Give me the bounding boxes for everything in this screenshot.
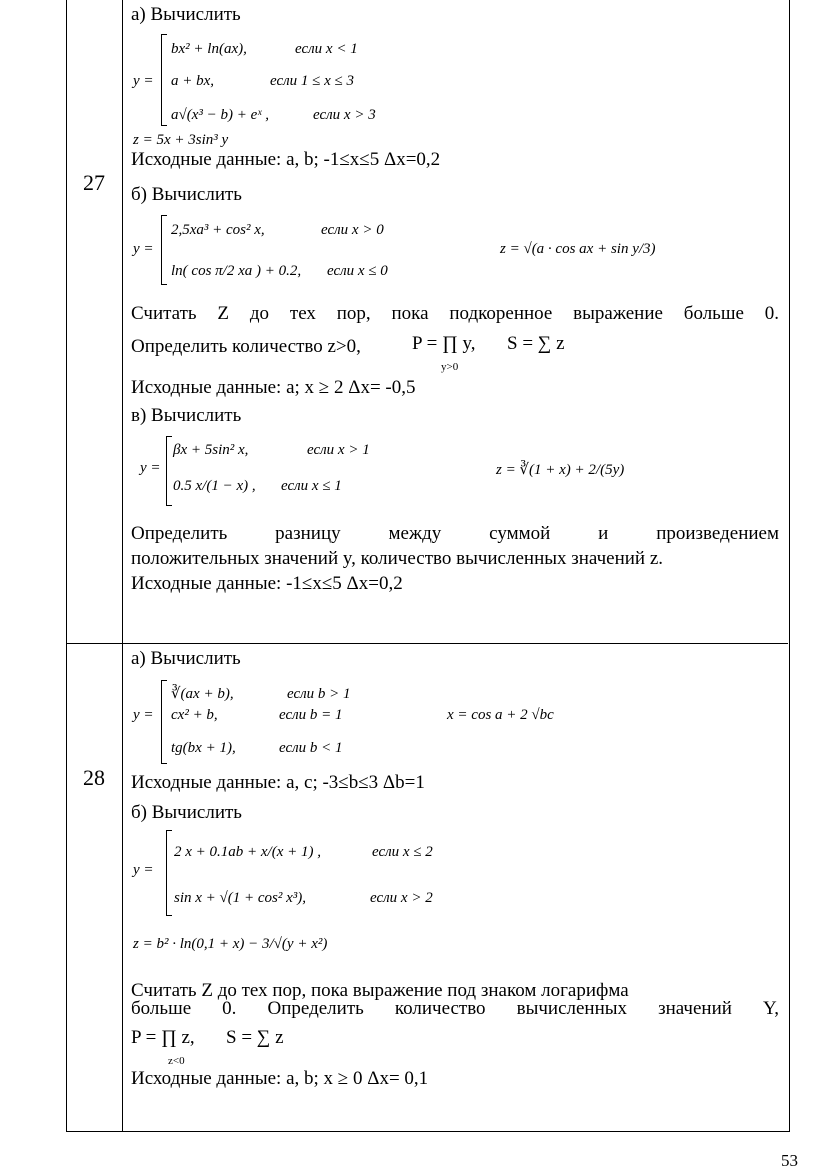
task-number: 28 — [83, 765, 105, 790]
formula-z: z = 5x + 3sin³ y — [133, 132, 229, 148]
product-formula: P = ∏ y, — [412, 333, 476, 354]
formula-condition: если x > 3 — [313, 107, 376, 123]
column-divider — [122, 0, 123, 1131]
input-data: Исходные данные: a, c; -3≤b≤3 Δb=1 — [131, 772, 425, 793]
product-formula: P = ∏ z, — [131, 1027, 195, 1048]
formula-case: ln( cos π/2 xa ) + 0.2, — [171, 263, 302, 279]
subtask-title: в) Вычислить — [131, 405, 242, 426]
formula-condition: если b = 1 — [279, 707, 343, 723]
input-data: Исходные данные: a, b; -1≤x≤5 Δx=0,2 — [131, 149, 441, 170]
product-subscript: z<0 — [168, 1055, 185, 1067]
task-text: Считать Z до тех пор, пока подкоренное выражение больше 0. — [131, 303, 779, 324]
row-divider — [66, 643, 788, 644]
case-brace — [166, 436, 167, 506]
task-text: Определить разницу между суммой и произведением — [131, 523, 779, 544]
formula-case: cx² + b, — [171, 707, 218, 723]
case-brace — [161, 215, 162, 285]
formula-lhs: y = — [140, 460, 161, 476]
input-data: Исходные данные: -1≤x≤5 Δx=0,2 — [131, 573, 403, 594]
formula-condition: если x > 2 — [370, 890, 433, 906]
formula-case: βx + 5sin² x, — [173, 442, 249, 458]
formula-condition: если x ≤ 2 — [372, 844, 433, 860]
input-data: Исходные данные: a, b; x ≥ 0 Δx= 0,1 — [131, 1068, 429, 1089]
formula-condition: если x ≤ 0 — [327, 263, 388, 279]
formula-condition: если x ≤ 1 — [281, 478, 342, 494]
formula-z: z = b² · ln(0,1 + x) − 3/√(y + x²) — [133, 936, 328, 952]
formula-lhs: y = — [133, 707, 154, 723]
task-text: больше 0. Определить количество вычисленных значений Y, — [131, 998, 779, 1019]
formula-case: tg(bx + 1), — [171, 740, 236, 756]
formula-z: x = cos a + 2 √bc — [447, 707, 554, 723]
subtask-title: б) Вычислить — [131, 184, 242, 205]
input-data: Исходные данные: a; x ≥ 2 Δx= -0,5 — [131, 377, 416, 398]
formula-condition: если x > 0 — [321, 222, 384, 238]
formula-case: 2 x + 0.1ab + x/(x + 1) , — [174, 844, 321, 860]
subtask-title: а) Вычислить — [131, 648, 241, 669]
task-text: положительных значений y, количество вычисленных значений z. — [131, 548, 664, 569]
formula-case: 0.5 x/(1 − x) , — [173, 478, 256, 494]
formula-condition: если b > 1 — [287, 686, 351, 702]
formula-condition: если x > 1 — [307, 442, 370, 458]
formula-condition: если 1 ≤ x ≤ 3 — [270, 73, 355, 89]
formula-case: sin x + √(1 + cos² x³), — [174, 890, 307, 906]
formula-condition: если x < 1 — [295, 41, 358, 57]
formula-z: z = √(a · cos ax + sin y/3) — [500, 241, 656, 257]
task-text: Определить количество z>0, — [131, 336, 361, 357]
task-number: 27 — [83, 170, 105, 195]
formula-case: ∛(ax + b), — [171, 686, 234, 702]
formula-case: a + bx, — [171, 73, 215, 89]
formula-condition: если b < 1 — [279, 740, 343, 756]
sum-formula: S = ∑ z — [226, 1027, 284, 1048]
case-brace — [161, 680, 162, 764]
formula-z: z = ∛(1 + x) + 2/(5y) — [496, 462, 625, 478]
formula-lhs: y = — [133, 73, 154, 89]
sum-formula: S = ∑ z — [507, 333, 565, 354]
formula-lhs: y = — [133, 862, 154, 878]
product-subscript: y>0 — [441, 361, 459, 373]
page-number: 53 — [781, 1151, 798, 1170]
formula-case: 2,5xa³ + cos² x, — [171, 222, 265, 238]
subtask-title: б) Вычислить — [131, 802, 242, 823]
formula-case: a√(x³ − b) + eˣ , — [171, 107, 270, 123]
formula-lhs: y = — [133, 241, 154, 257]
task-text: Считать Z до тех пор, пока выражение под знаком логарифма — [131, 980, 629, 1001]
case-brace — [166, 830, 167, 916]
case-brace — [161, 34, 162, 126]
subtask-title: а) Вычислить — [131, 4, 241, 25]
formula-case: bx² + ln(ax), — [171, 41, 247, 57]
